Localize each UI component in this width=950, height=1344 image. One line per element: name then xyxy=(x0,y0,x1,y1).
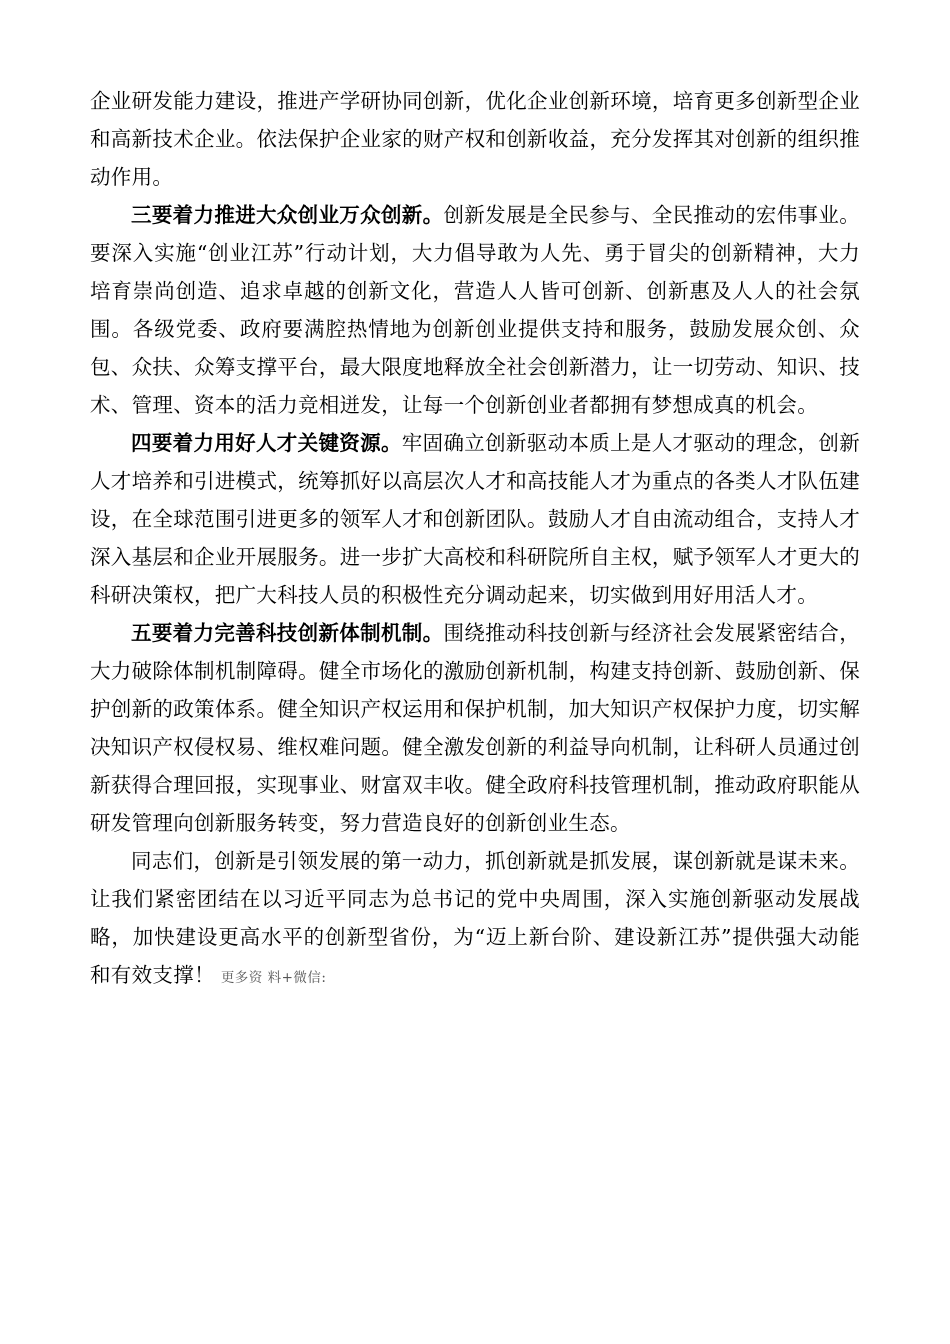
paragraph-mass-entrepreneurship xyxy=(90,196,860,424)
footer-note: 更多资 料+微信: xyxy=(220,970,327,986)
paragraph-talent-resources xyxy=(90,424,860,614)
paragraph-heading: 五要着力完善科技创新体制机制。 xyxy=(131,621,444,645)
paragraph-institutional-mechanisms xyxy=(90,614,860,842)
paragraph-text: 同志们，创新是引领发展的第一动力，抓创新就是抓发展，谋创新就是谋未来。让我们紧密团结在以习近平同志为总书记的党中央周围，深入实施创新驱动发展战略，加快建设更高水平的创新型省份，为“迈上新台阶、建设新江苏”提供强大动能和有效支撑！ xyxy=(90,849,860,987)
paragraph-heading: 三要着力推进大众创业万众创新。 xyxy=(131,203,444,227)
paragraph-heading: 四要着力用好人才关键资源。 xyxy=(131,431,402,455)
paragraph-text: 企业研发能力建设，推进产学研协同创新，优化企业创新环境，培育更多创新型企业和高新技术企业。依法保护企业家的财产权和创新收益，充分发挥其对创新的组织推动作用。 xyxy=(90,89,860,189)
paragraph-text: 创新发展是全民参与、全民推动的宏伟事业。要深入实施“创业江苏”行动计划，大力倡导敢为人先、勇于冒尖的创新精神，大力培育崇尚创造、追求卓越的创新文化，营造人人皆可创新、创新惠及人人的社会氛围。各级党委、政府要满腔热情地为创新创业提供支持和服务，鼓励发展众创、众包、众扶、众筹支撑平台，最大限度地释放全社会创新潜力，让一切劳动、知识、技术、管理、资本的活力竞相迸发，让每一个创新创业者都拥有梦想成真的机会。 xyxy=(90,203,861,417)
paragraph-closing xyxy=(90,842,860,997)
paragraph-continuation xyxy=(90,82,860,196)
paragraph-text: 牢固确立创新驱动本质上是人才驱动的理念，创新人才培养和引进模式，统筹抓好以高层次人才和高技能人才为重点的各类人才队伍建设，在全球范围引进更多的领军人才和创新团队。鼓励人才自由流动组合，支持人才深入基层和企业开展服务。进一步扩大高校和科研院所自主权，赋予领军人才更大的科研决策权，把广大科技人员的积极性充分调动起来，切实做到用好用活人才。 xyxy=(90,431,860,607)
document-body xyxy=(90,82,860,997)
paragraph-text: 围绕推动科技创新与经济社会发展紧密结合，大力破除体制机制障碍。健全市场化的激励创新机制，构建支持创新、鼓励创新、保护创新的政策体系。健全知识产权运用和保护机制，加大知识产权保护力度，切实解决知识产权侵权易、维权难问题。健全激发创新的利益导向机制，让科研人员通过创新获得合理回报，实现事业、财富双丰收。健全政府科技管理机制，推动政府职能从研发管理向创新服务转变，努力营造良好的创新创业生态。 xyxy=(90,621,861,835)
